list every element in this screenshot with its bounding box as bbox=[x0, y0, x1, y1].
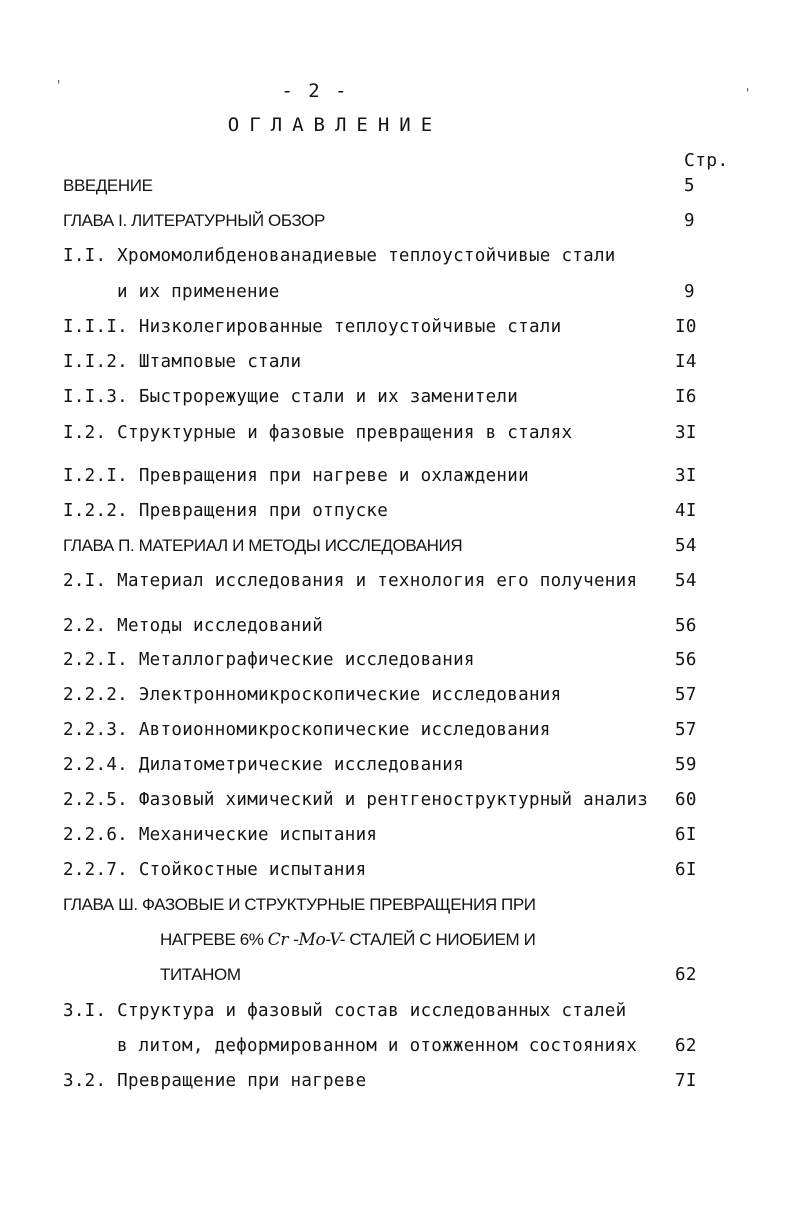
toc-entry-page: I6 bbox=[675, 387, 697, 407]
toc-entry-text: I.I.3. Быстрорежущие стали и их заменители bbox=[63, 387, 519, 407]
toc-entry-text: ТИТАНОМ bbox=[160, 965, 241, 984]
toc-entry-text: 2.2.6. Механические испытания bbox=[63, 825, 378, 845]
toc-entry-text: 3.I. Структура и фазовый состав исследованных сталей bbox=[63, 1001, 627, 1021]
scan-mark: ' bbox=[55, 78, 63, 92]
toc-entry-text: в литом, деформированном и отожженном состояниях bbox=[117, 1036, 638, 1056]
toc-entry-page: 3I bbox=[675, 423, 697, 443]
toc-entry-page: 57 bbox=[675, 720, 697, 740]
toc-entry-text-part: СТАЛЕЙ С НИОБИЕМ И bbox=[345, 930, 536, 949]
toc-entry-page: 54 bbox=[675, 536, 697, 556]
toc-entry-text: I.I.I. Низколегированные теплоустойчивые стали bbox=[63, 317, 562, 337]
toc-entry-text: 2.2.I. Металлографические исследования bbox=[63, 650, 475, 670]
toc-entry-page: 6I bbox=[675, 825, 697, 845]
alloy-formula: Cr -Mo-V- bbox=[267, 930, 346, 950]
toc-entry-page: 56 bbox=[675, 616, 697, 636]
toc-entry-text: I.2. Структурные и фазовые превращения в сталях bbox=[63, 423, 573, 443]
toc-entry-text: ГЛАВА Ш. ФАЗОВЫЕ И СТРУКТУРНЫЕ ПРЕВРАЩЕНИЯ ПРИ bbox=[63, 895, 536, 914]
toc-entry-text: I.2.2. Превращения при отпуске bbox=[63, 501, 389, 521]
toc-entry-page: I0 bbox=[675, 317, 697, 337]
toc-entry-page: 60 bbox=[675, 790, 697, 810]
toc-entry-text: 2.2. Методы исследований bbox=[63, 616, 324, 636]
toc-entry-page: 7I bbox=[675, 1071, 697, 1091]
toc-entry-page: 59 bbox=[675, 755, 697, 775]
toc-entry-page: 57 bbox=[675, 685, 697, 705]
toc-entry-text: ВВЕДЕНИЕ bbox=[63, 176, 153, 195]
toc-entry-text bbox=[160, 930, 535, 950]
toc-entry-text-part: НАГРЕВЕ 6% bbox=[160, 930, 268, 949]
toc-entry-text: 2.2.3. Автоионномикроскопические исследования bbox=[63, 720, 551, 740]
toc-entry-text: I.I.2. Штамповые стали bbox=[63, 352, 302, 372]
toc-entry-text: 2.2.2. Электронномикроскопические исследования bbox=[63, 685, 562, 705]
toc-entry-page: 9 bbox=[684, 211, 695, 231]
toc-entry-page: I4 bbox=[675, 352, 697, 372]
toc-entry-text: 2.2.7. Стойкостные испытания bbox=[63, 860, 367, 880]
toc-entry-text: 2.I. Материал исследования и технология его получения bbox=[63, 571, 638, 591]
toc-entry-page: 5 bbox=[684, 176, 695, 196]
toc-entry-text: ГЛАВА I. ЛИТЕРАТУРНЫЙ ОБЗОР bbox=[63, 211, 325, 230]
toc-entry-text: 3.2. Превращение при нагреве bbox=[63, 1071, 367, 1091]
toc-entry-page: 4I bbox=[675, 501, 697, 521]
toc-entry-page: 9 bbox=[684, 282, 695, 302]
toc-entry-page: 54 bbox=[675, 571, 697, 591]
toc-entry-text: 2.2.4. Дилатометрические исследования bbox=[63, 755, 464, 775]
toc-entry-page: 3I bbox=[675, 466, 697, 486]
toc-entry-text: и их применение bbox=[117, 282, 280, 302]
toc-entry-text: I.I. Хромомолибденованадиевые теплоустойчивые стали bbox=[63, 246, 616, 266]
page-column-label: Стр. bbox=[684, 150, 729, 171]
toc-entry-page: 62 bbox=[675, 1036, 697, 1056]
page-title: ОГЛАВЛЕНИЕ bbox=[227, 114, 443, 136]
toc-entry-page: 62 bbox=[675, 965, 697, 985]
toc-entry-text: ГЛАВА П. МАТЕРИАЛ И МЕТОДЫ ИССЛЕДОВАНИЯ bbox=[63, 536, 463, 555]
toc-entry-text: 2.2.5. Фазовый химический и рентгеноструктурный анализ bbox=[63, 790, 649, 810]
toc-entry-text: I.2.I. Превращения при нагреве и охлаждении bbox=[63, 466, 529, 486]
page-number: - 2 - bbox=[281, 80, 349, 102]
scan-mark: ' bbox=[744, 86, 752, 100]
toc-entry-page: 56 bbox=[675, 650, 697, 670]
toc-entry-page: 6I bbox=[675, 860, 697, 880]
